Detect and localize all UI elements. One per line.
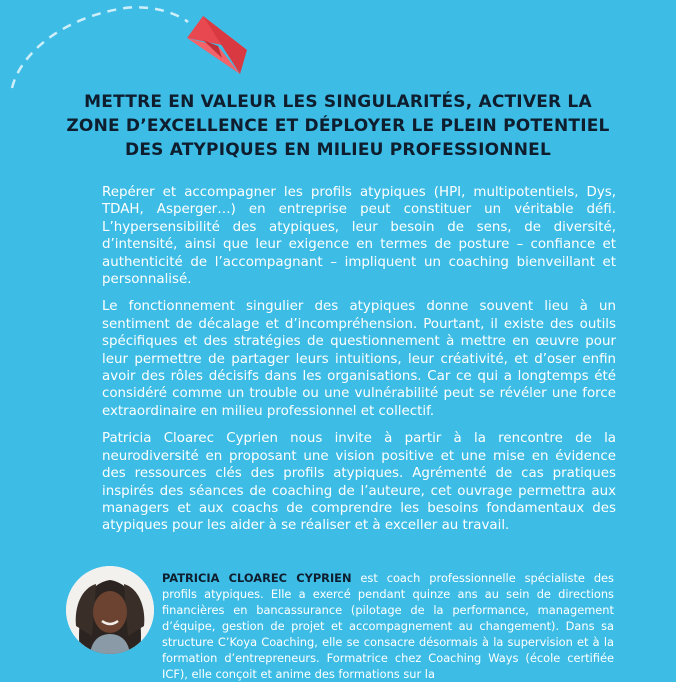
- paragraph: Repérer et accompagner les profils atypiques (HPI, multipotentiels, Dys, TDAH, Asperger…) en entreprise peut constituer un véritable défi. L’hypersensibilité des atypiques, leur besoin de sens, de diversité, d’intensité, ainsi que leur exigence en termes de posture – confiance et authenticité de l’accompagnant – impliquent un coaching bienveillant et personnalisé.: [102, 185, 616, 288]
- author-photo: [66, 566, 154, 654]
- paper-plane-icon: [187, 16, 247, 74]
- title-line-1: METTRE EN VALEUR LES SINGULARITÉS, ACTIVER LA: [84, 92, 592, 112]
- page-title: [60, 90, 616, 162]
- author-name: PATRICIA CLOAREC CYPRIEN: [162, 571, 352, 585]
- author-bio-text: est coach professionnelle spécialiste des profils atypiques. Elle a exercé pendant quinze ans au sein de directions financières en bancassurance (pilotage de la performance, management d’équipe, gestion de projet et accompagnement au changement). Dans sa structure C’Koya Coaching, elle se consacre désormais à la supervision et à la formation d’entrepreneurs. Formatrice chez Coaching Ways (école certifiée ICF), elle conçoit et anime des formations sur la: [162, 571, 614, 681]
- summary-text: [102, 184, 616, 545]
- dashed-flight-path: [12, 7, 188, 88]
- paragraph: Patricia Cloarec Cyprien nous invite à partir à la rencontre de la neurodiversité en proposant une vision positive et une mise en évidence des ressources clés des profils atypiques. Agrémenté de cas pratiques inspirés des séances de coaching de l’auteure, cet ouvrage permettra aux managers et aux coachs de comprendre les besoins fondamentaux des atypiques pour les aider à se réaliser et à exceller au travail.: [102, 431, 616, 534]
- author-bio: [162, 570, 614, 682]
- author-portrait-icon: [66, 566, 154, 654]
- title-line-3: DES ATYPIQUES EN MILIEU PROFESSIONNEL: [125, 140, 551, 160]
- title-line-2: ZONE D’EXCELLENCE ET DÉPLOYER LE PLEIN POTENTIEL: [66, 116, 610, 136]
- paragraph: Le fonctionnement singulier des atypiques donne souvent lieu à un sentiment de décalage et d’incompréhension. Pourtant, il existe des outils spécifiques et des stratégies de questionnement à mettre en œuvre pour leur permettre de partager leurs intuitions, leur créativité, et d’oser enfin avoir des rôles décisifs dans les organisations. Car ce qui a longtemps été considéré comme un trouble ou une vulnérabilité peut se révéler une force extraordinaire en milieu professionnel et collectif.: [102, 299, 616, 419]
